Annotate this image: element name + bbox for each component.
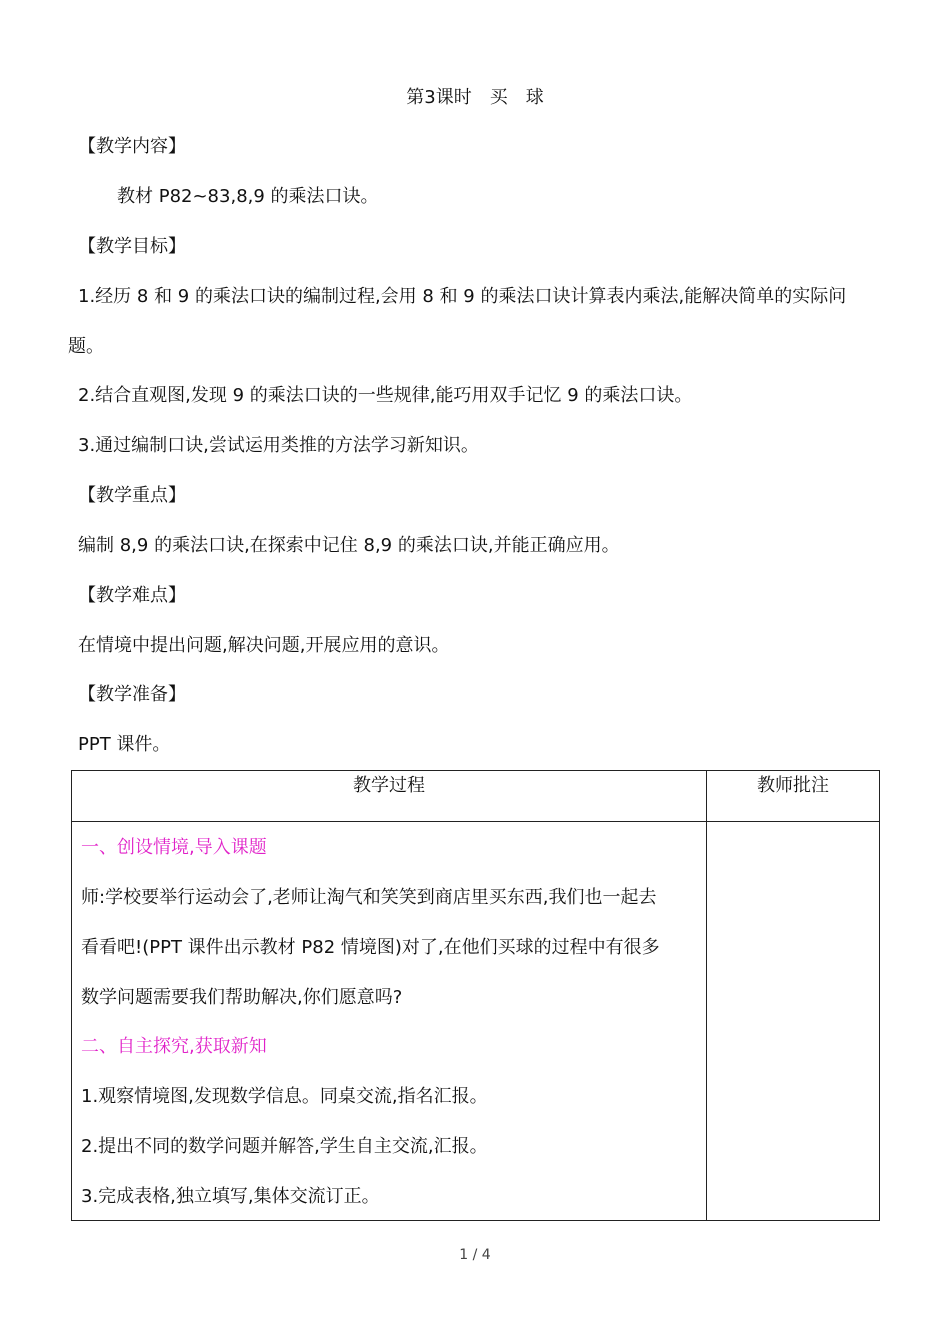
key-points-text: 编制 8,9 的乘法口诀,在探索中记住 8,9 的乘法口诀,并能正确应用。 (78, 535, 620, 556)
lesson-number: 第3课时 (406, 87, 472, 108)
section-heading-explore: 二、自主探究,获取新知 (81, 1036, 267, 1057)
content-text: 教材 P82~83,8,9 的乘法口诀。 (117, 186, 379, 207)
lesson-topic-2: 球 (525, 87, 544, 108)
process-line: 2.提出不同的数学问题并解答,学生自主交流,汇报。 (81, 1136, 488, 1157)
page-number: 1 / 4 (459, 1247, 491, 1263)
table-header-row (72, 771, 880, 822)
objective-1-line1: 1.经历 8 和 9 的乘法口诀的编制过程,会用 8 和 9 的乘法口诀计算表内乘法,能解决简单的实际问 (78, 286, 847, 307)
preparation-heading: 【教学准备】 (78, 684, 186, 705)
teaching-process-table (71, 770, 880, 1221)
table-body-row (72, 822, 880, 1221)
objective-1-line2: 题。 (68, 336, 104, 357)
page-title (0, 86, 950, 110)
process-line: 师:学校要举行运动会了,老师让淘气和笑笑到商店里买东西,我们也一起去 (81, 887, 657, 908)
header-teaching-process: 教学过程 (72, 771, 707, 822)
teacher-notes-cell (707, 822, 880, 1221)
key-points-heading: 【教学重点】 (78, 485, 186, 506)
process-line: 1.观察情境图,发现数学信息。同桌交流,指名汇报。 (81, 1086, 488, 1107)
process-line: 数学问题需要我们帮助解决,你们愿意吗? (81, 987, 403, 1008)
header-teacher-notes: 教师批注 (707, 771, 880, 822)
objective-2: 2.结合直观图,发现 9 的乘法口诀的一些规律,能巧用双手记忆 9 的乘法口诀。 (78, 385, 693, 406)
process-cell (72, 822, 707, 1221)
objective-3: 3.通过编制口诀,尝试运用类推的方法学习新知识。 (78, 435, 479, 456)
content-heading: 【教学内容】 (78, 136, 186, 157)
section-heading-intro: 一、创设情境,导入课题 (81, 837, 267, 858)
difficulty-heading: 【教学难点】 (78, 585, 186, 606)
objectives-heading: 【教学目标】 (78, 236, 186, 257)
lesson-topic-1: 买 (489, 87, 508, 108)
process-line: 看看吧!(PPT 课件出示教材 P82 情境图)对了,在他们买球的过程中有很多 (81, 937, 660, 958)
preparation-text: PPT 课件。 (78, 734, 171, 755)
process-line: 3.完成表格,独立填写,集体交流订正。 (81, 1186, 380, 1207)
difficulty-text: 在情境中提出问题,解决问题,开展应用的意识。 (78, 635, 450, 656)
